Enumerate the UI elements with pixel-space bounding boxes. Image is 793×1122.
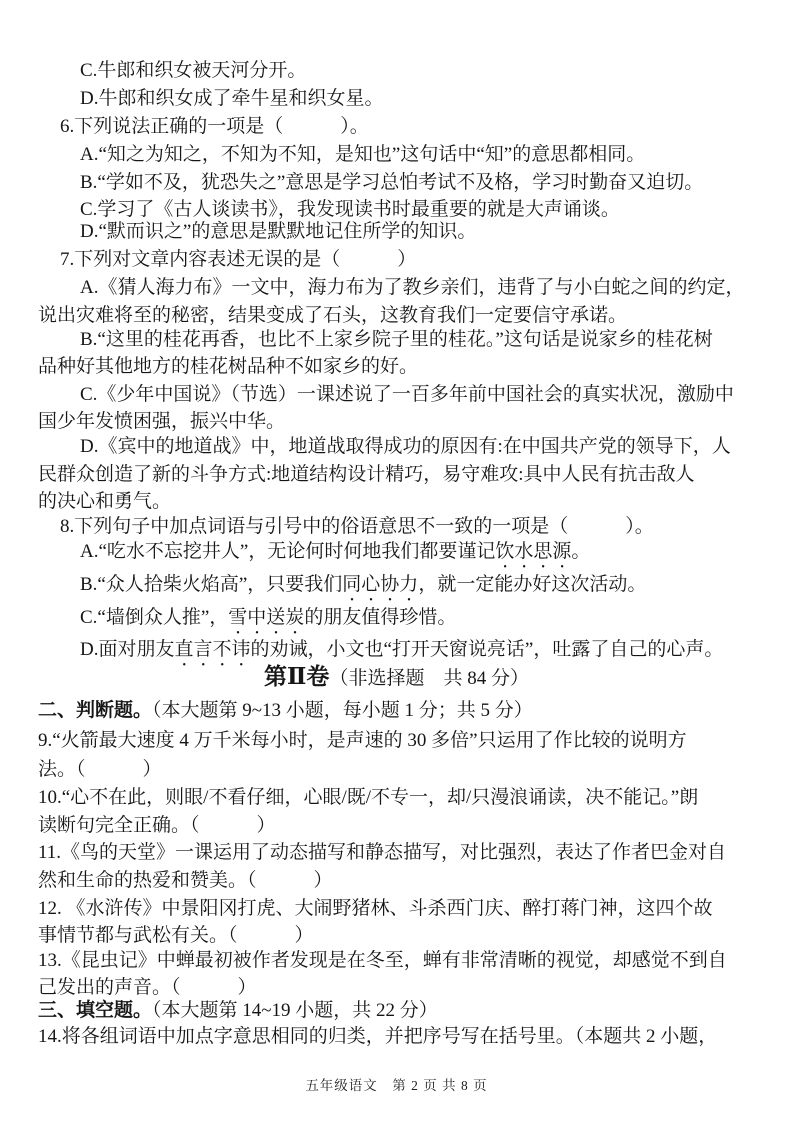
question-10-line1: [38, 787, 698, 809]
option-7c-line1: [80, 384, 734, 406]
emphasis-dotted-text: 直言不讳: [174, 639, 251, 660]
question-12-line2: [38, 925, 314, 947]
text-segment: 五年级语文 第 2 页 共 8 页: [305, 1078, 488, 1093]
option-7b-line1: [80, 329, 713, 351]
text-segment: （非选择题 共 84 分）: [329, 668, 529, 689]
option-5d: [80, 88, 383, 110]
text-segment: D.“默而识之”的意思是默默地记住所学的知识。: [80, 221, 477, 242]
bold-text: 二、判断题。: [38, 700, 153, 721]
text-segment: B.“这里的桂花再香，也比不上家乡院子里的桂花。”这句话是说家乡的桂花树: [80, 329, 713, 350]
option-7a-line2: [38, 305, 627, 327]
bold-text: 三、填空题。: [38, 1000, 153, 1021]
text-segment: 民群众创造了新的斗争方式:地道结构设计精巧，易守难攻:具中人民有抗击敌人: [38, 464, 695, 485]
question-11-line2: [38, 870, 333, 892]
question-13-line1: [38, 950, 727, 972]
text-segment: 10.“心不在此，则眼/不看仔细，心眼/既/不专一，却/只漫浪诵读，决不能记。”朗: [38, 787, 699, 808]
question-8: [60, 516, 654, 538]
text-segment: 7.下列对文章内容表述无误的是（ ）: [60, 249, 417, 270]
text-segment: A.“知之为知之，不知为不知，是知也”这句话中“知”的意思都相同。: [80, 144, 646, 165]
text-segment: （本大题第 9~13 小题，每小题 1 分；共 5 分）: [152, 700, 533, 721]
text-segment: C.牛郎和织女被天河分开。: [80, 60, 307, 81]
emphasis-dotted-text: 饮水思源: [495, 541, 572, 562]
option-7c-line2: [38, 411, 285, 433]
section-2-header: [38, 700, 533, 722]
option-6d: [80, 221, 476, 243]
text-segment: 然和生命的热爱和赞美。（ ）: [38, 870, 333, 891]
option-6c: [80, 199, 620, 221]
text-segment: D.《宾中的地道战》中，地道战取得成功的原因有:在中国共产党的领导下，人: [80, 436, 731, 457]
option-7b-line2: [38, 356, 418, 378]
text-segment: 读断句完全正确。（ ）: [38, 815, 276, 836]
page-footer: [0, 1078, 793, 1094]
option-7d-line1: [80, 436, 731, 458]
text-segment: （本大题第 14~19 小题，共 22 分）: [152, 1000, 438, 1021]
text-segment: B.“众人拾柴火焰高”，只要我们: [80, 574, 343, 595]
option-6a: [80, 144, 645, 166]
text-segment: 9.“火箭最大速度 4 万千米每小时，是声速的 30 多倍”只运用了作比较的说明方: [38, 730, 687, 751]
question-6: [60, 116, 369, 138]
text-segment: C.“墙倒众人推”，: [80, 607, 229, 628]
question-10-line2: [38, 815, 276, 837]
text-segment: 法。（ ）: [38, 759, 162, 780]
text-segment: C.学习了《古人谈读书》，我发现读书时最重要的就是大声诵谈。: [80, 199, 620, 220]
text-segment: ，就一定能办好这次活动。: [418, 574, 647, 595]
text-segment: B.“学如不及，犹恐失之”意思是学习总怕考试不及格，学习时勤奋又迫切。: [80, 172, 704, 193]
text-segment: A.“吃水不忘挖井人”，无论何时何地我们都要谨记: [80, 541, 496, 562]
option-7d-line2: [38, 464, 695, 486]
question-7: [60, 249, 416, 271]
option-8a: [80, 541, 590, 573]
volume-heading: [0, 664, 793, 690]
option-6b: [80, 172, 703, 194]
text-segment: 的劝诫，小文也“打开天窗说亮话”，吐露了自己的心声。: [250, 639, 724, 660]
text-segment: 12. 《水浒传》中景阳冈打虎、大闹野猪林、斗杀西门庆、醉打蒋门神，这四个故: [38, 898, 713, 919]
text-segment: 品种好其他地方的桂花树品种不如家乡的好。: [38, 356, 419, 377]
text-segment: 14.将各组词语中加点字意思相同的归类，并把序号写在括号里。（本题共 2 小题，: [38, 1026, 718, 1047]
question-12-line1: [38, 898, 713, 920]
volume-title-text: 第Ⅱ卷: [264, 664, 330, 689]
question-9-line2: [38, 759, 162, 781]
question-11-line1: [38, 842, 726, 864]
question-14-line1: [38, 1026, 717, 1048]
emphasis-dotted-text: 同心协力: [342, 574, 419, 595]
question-9-line1: [38, 730, 687, 752]
text-segment: D.牛郎和织女成了牵牛星和织女星。: [80, 88, 384, 109]
text-segment: D.面对朋友: [80, 639, 175, 660]
text-segment: 说出灾难将至的秘密，结果变成了石头，这教育我们一定要信守承诺。: [38, 305, 628, 326]
option-8b: [80, 574, 646, 606]
text-segment: 国少年发愤困强，振兴中华。: [38, 411, 286, 432]
text-segment: 的决心和勇气。: [38, 491, 172, 512]
section-3-header: [38, 1000, 438, 1022]
text-segment: 的朋友值得珍惜。: [304, 607, 457, 628]
option-8c: [80, 607, 456, 639]
question-13-line2: [38, 977, 257, 999]
text-segment: 8.下列句子中加点词语与引号中的俗语意思不一致的一项是（ ）。: [60, 516, 654, 537]
option-7d-line3: [38, 491, 171, 513]
text-segment: 事情节都与武松有关。（ ）: [38, 925, 314, 946]
text-segment: 6.下列说法正确的一项是（ ）。: [60, 116, 369, 137]
text-segment: A.《猜人海力布》一文中，海力布为了教乡亲们，违背了与小白蛇之间的约定，: [80, 277, 745, 298]
emphasis-dotted-text: 雪中送炭: [228, 607, 305, 628]
text-segment: 11.《鸟的天堂》一课运用了动态描写和静态描写，对比强烈，表达了作者巴金对自: [38, 842, 727, 863]
text-segment: C.《少年中国说》（节选）一课述说了一百多年前中国社会的真实状况，激励中: [80, 384, 734, 405]
text-segment: 13.《昆虫记》中蝉最初被作者发现是在冬至，蝉有非常清晰的视觉，却感觉不到自: [38, 950, 727, 971]
option-5c: [80, 60, 306, 82]
text-segment: 。: [571, 541, 591, 562]
text-segment: 己发出的声音。（ ）: [38, 977, 257, 998]
option-7a-line1: [80, 277, 744, 299]
